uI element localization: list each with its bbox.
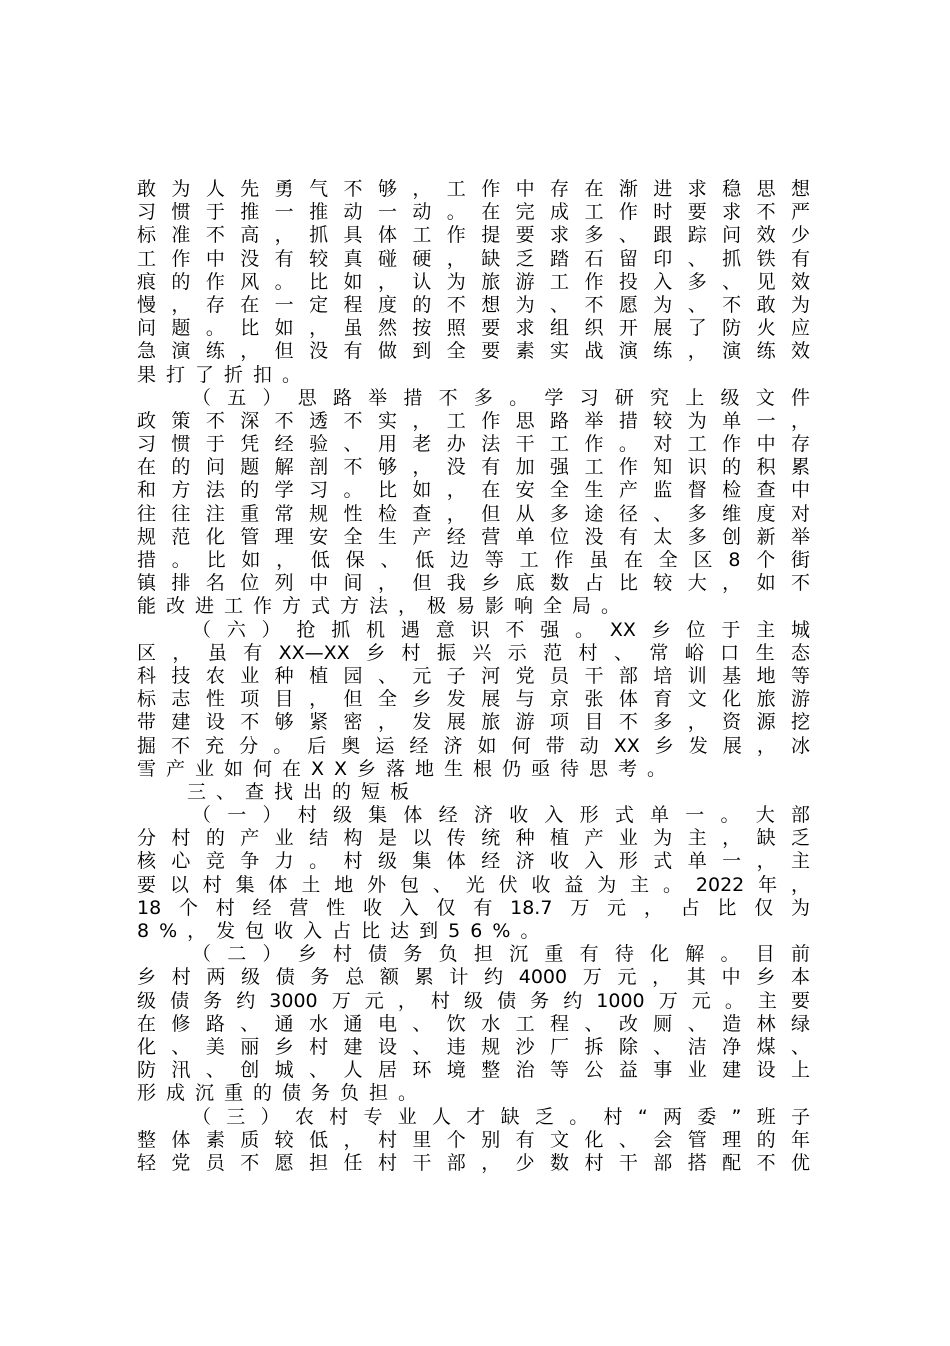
text-line: 乡村两级债务总额累计约4000万元，其中乡本 xyxy=(137,966,810,989)
paragraph-heading-5: （五）思路举措不多。学习研究上级文件 xyxy=(192,386,810,409)
paragraph-heading-6: （六）抢抓机遇意识不强。XX乡位于主城 xyxy=(192,618,810,641)
text-line: 规范化管理安全生产经营单位没有太多创新举 xyxy=(137,525,810,548)
text-line: 习惯于推一推动一动。在完成工作时要求不严 xyxy=(137,201,810,224)
text-line: 问题。比如，虽然按照要求组织开展了防火应 xyxy=(137,317,810,340)
text-line: 往往注重常规性检查，但从多途径、多维度对 xyxy=(137,502,810,525)
text-line: 核心竞争力。村级集体经济收入形式单一，主 xyxy=(137,850,810,873)
text-line: 果打了折扣。 xyxy=(137,363,312,386)
text-line: 要以村集体土地外包、光伏收益为主。2022年， xyxy=(137,873,810,896)
text-line: 雪产业如何在XX乡落地生根仍亟待思考。 xyxy=(137,757,677,780)
text-line: 政策不深不透不实，工作思路举措较为单一， xyxy=(137,409,810,432)
text-line: 标准不高，抓具体工作提要求多、跟踪问效少 xyxy=(137,224,810,247)
text-line: 痕的作风。比如，认为旅游工作投入多、见效 xyxy=(137,270,810,293)
section-heading: 三、查找出的短板 xyxy=(187,780,420,803)
body-text xyxy=(137,178,810,1175)
text-line: 带建设不够紧密，发展旅游项目不多，资源挖 xyxy=(137,711,810,734)
text-line: 标志性项目，但全乡发展与京张体育文化旅游 xyxy=(137,688,810,711)
text-line: 防汛、创城、人居环境整治等公益事业建设上 xyxy=(137,1059,810,1082)
text-line: 镇排名位列中间，但我乡底数占比较大，如不 xyxy=(137,572,810,595)
text-line: 工作中没有较真碰硬，缺乏踏石留印、抓铁有 xyxy=(137,247,810,270)
text-line: 掘不充分。后奥运经济如何带动XX乡发展，冰 xyxy=(137,734,810,757)
text-line: 习惯于凭经验、用老办法干工作。对工作中存 xyxy=(137,433,810,456)
text-line: 整体素质较低，村里个别有文化、会管理的年 xyxy=(137,1128,810,1151)
text-line: 科技农业种植园、元子河党员干部培训基地等 xyxy=(137,664,810,687)
text-line: 措。比如，低保、低边等工作虽在全区8个街 xyxy=(137,549,810,571)
text-line: 形成沉重的债务负担。 xyxy=(137,1082,428,1105)
text-line: 在修路、通水通电、饮水工程、改厕、造林绿 xyxy=(137,1012,810,1035)
text-line: 和方法的学习。比如，在安全生产监督检查中 xyxy=(137,479,810,502)
text-line: 化、美丽乡村建设、违规沙厂拆除、洁净煤、 xyxy=(137,1035,810,1058)
text-line: 敢为人先勇气不够，工作中存在渐进求稳思想 xyxy=(137,178,810,200)
text-line: 分村的产业结构是以传统种植产业为主，缺乏 xyxy=(137,827,810,850)
text-line: 区，虽有XX—XX乡村振兴示范村、常峪口生态 xyxy=(137,641,810,664)
text-line: 急演练，但没有做到全要素实战演练，演练效 xyxy=(137,340,810,363)
text-line: 18个村经营性收入仅有18.7万元，占比仅为 xyxy=(137,896,810,919)
text-line: 8%，发包收入占比达到56%。 xyxy=(137,920,550,942)
text-line: 在的问题解剖不够，没有加强工作知识的积累 xyxy=(137,456,810,479)
text-line: 能改进工作方式方法，极易影响全局。 xyxy=(137,595,631,618)
paragraph-heading-2: （二）乡村债务负担沉重有待化解。目前 xyxy=(192,943,810,966)
paragraph-heading-3: （三）农村专业人才缺乏。村“两委”班子 xyxy=(192,1105,810,1128)
text-line: 轻党员不愿担任村干部，少数村干部搭配不优 xyxy=(137,1151,810,1174)
text-line: 慢，存在一定程度的不想为、不愿为、不敢为 xyxy=(137,293,810,316)
paragraph-heading-1: （一）村级集体经济收入形式单一。大部 xyxy=(192,804,810,827)
text-line: 级债务约3000万元，村级债务约1000万元。主要 xyxy=(137,989,810,1012)
